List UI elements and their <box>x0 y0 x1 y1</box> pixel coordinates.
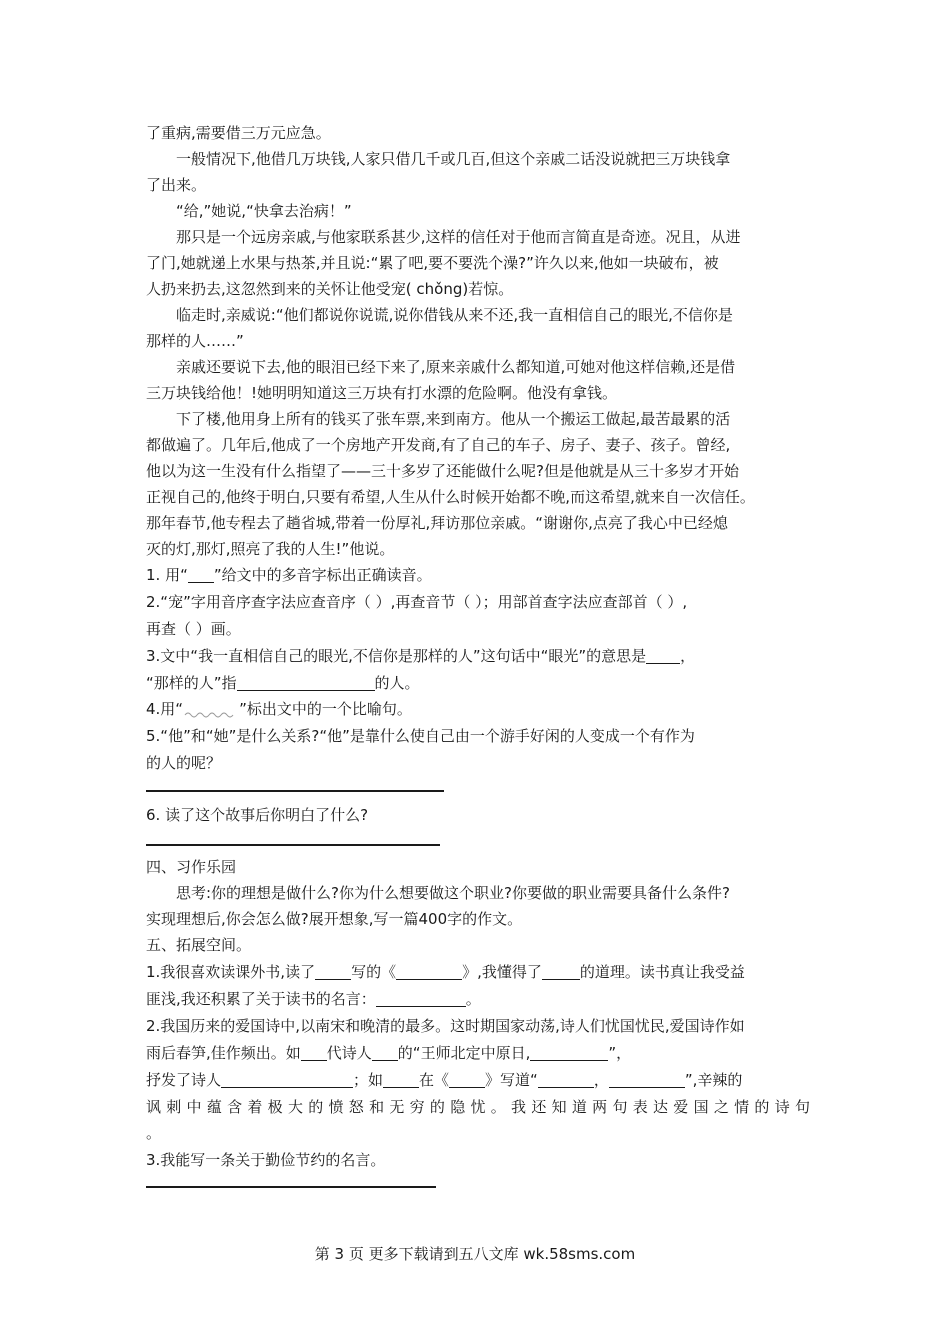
section-title: 五、拓展空间。 <box>146 936 252 954</box>
answer-blank[interactable] <box>538 1071 594 1088</box>
passage-line: 正视自己的,他终于明白,只要有希望,人生从什么时候开始都不晚,而这希望,就来自一次信任。 <box>146 488 755 506</box>
prompt-text: 实现理想后,你会怎么做?展开想象,写一篇400字的作文。 <box>146 910 523 928</box>
answer-blank[interactable] <box>609 1071 685 1088</box>
extension-item-2-continued: 讽刺中蕴含着极大的愤怒和无穷的隐忧。我还知道两句表达爱国之情的诗句 <box>146 1098 810 1116</box>
section-extension <box>146 932 810 1188</box>
reading-passage <box>146 120 810 562</box>
answer-blank[interactable] <box>396 963 462 980</box>
question-5: 5.“他”和“她”是什么关系?“他”是靠什么使自己由一个游手好闲的人变成一个有作为 <box>146 727 695 745</box>
answer-blank[interactable] <box>237 674 375 691</box>
passage-line: 三万块钱给他！!她明明知道这三万块有打水漂的危险啊。他没有拿钱。 <box>146 384 618 402</box>
section-composition <box>146 854 810 932</box>
answer-blank[interactable] <box>372 1044 398 1061</box>
answer-blank[interactable] <box>530 1044 608 1061</box>
passage-line: 一般情况下,他借几万块钱,人家只借几千或几百,但这个亲戚二话没说就把三万块钱拿 <box>176 150 731 168</box>
question-list <box>146 562 810 846</box>
section-title: 四、习作乐园 <box>146 858 237 876</box>
extension-item-2-continued: 雨后春笋,佳作频出。如 代诗人 的“王师北定中原日, ”， <box>146 1044 632 1062</box>
extension-item-2-continued: 。 <box>146 1124 162 1142</box>
answer-blank[interactable] <box>646 647 680 664</box>
extension-item-2: 2.我国历来的爱国诗中,以南宋和晚清的最多。这时期国家动荡,诗人们忧国忧民,爱国诗作如 <box>146 1017 745 1035</box>
passage-line: 下了楼,他用身上所有的钱买了张车票,来到南方。他从一个搬运工做起,最苦最累的活 <box>176 410 731 428</box>
question-1: 1. 用“ ”给文中的多音字标出正确读音。 <box>146 566 432 584</box>
answer-blank[interactable] <box>449 1071 485 1088</box>
passage-line: 了出来。 <box>146 176 207 194</box>
passage-line: 亲戚还要说下去,他的眼泪已经下来了,原来亲戚什么都知道,可她对他这样信赖,还是借 <box>176 358 736 376</box>
passage-line: 那只是一个远房亲戚,与他家联系甚少,这样的信任对于他而言简直是奇迹。况且，从进 <box>176 228 741 246</box>
question-2-continued: 再查（ ）画。 <box>146 620 241 638</box>
extension-item-1: 1.我很喜欢读课外书,读了 写的《 》,我懂得了 的道理。读书真让我受益 <box>146 963 745 981</box>
passage-line: 那年春节,他专程去了趟省城,带着一份厚礼,拜访那位亲戚。“谢谢你,点亮了我心中已经熄 <box>146 514 728 532</box>
answer-line[interactable] <box>146 790 444 792</box>
passage-line: “给,”她说,“快拿去治病！” <box>176 202 352 220</box>
wavy-underline-icon <box>183 702 239 718</box>
answer-blank[interactable] <box>542 963 580 980</box>
answer-blank[interactable] <box>301 1044 327 1061</box>
passage-line: 了门,她就递上水果与热茶,并且说:“累了吧,要不要洗个澡?”许久以来,他如一块破布，被 <box>146 254 719 272</box>
question-3: 3.文中“我一直相信自己的眼光,不信你是那样的人”这句话中“眼光”的意思是 ， <box>146 647 696 665</box>
answer-blank[interactable] <box>383 1071 419 1088</box>
answer-blank[interactable] <box>376 990 466 1007</box>
document-page <box>146 120 810 1198</box>
passage-line: 人扔来扔去,这忽然到来的关怀让他受宠( chǒng)若惊。 <box>146 280 514 298</box>
answer-blank[interactable] <box>221 1071 353 1088</box>
answer-blank[interactable] <box>188 566 214 583</box>
prompt-text: 思考:你的理想是做什么?你为什么想要做这个职业?你要做的职业需要具备什么条件? <box>176 884 730 902</box>
passage-line: 那样的人……” <box>146 332 244 350</box>
question-2: 2.“宠”字用音序查字法应查音序（ ）,再查音节（ ）；用部首查字法应查部首（ ）, <box>146 593 688 611</box>
answer-line[interactable] <box>146 1186 436 1188</box>
extension-item-3: 3.我能写一条关于勤俭节约的名言。 <box>146 1151 386 1169</box>
passage-line: 都做遍了。几年后,他成了一个房地产开发商,有了自己的车子、房子、妻子、孩子。曾经, <box>146 436 731 454</box>
question-4: 4.用“ ”标出文中的一个比喻句。 <box>146 700 412 718</box>
page-footer: 第 3 页 更多下载请到五八文库 wk.58sms.com <box>314 1245 636 1263</box>
extension-item-1-continued: 匪浅,我还积累了关于读书的名言： 。 <box>146 990 481 1008</box>
answer-blank[interactable] <box>315 963 351 980</box>
question-3-continued: “那样的人”指 的人。 <box>146 674 420 692</box>
passage-line: 临走时,亲威说:“他们都说你说谎,说你借钱从来不还,我一直相信自己的眼光,不信你是 <box>176 306 733 324</box>
extension-item-2-continued: 抒发了诗人 ；如 在《 》写道“ ， ”,辛辣的 <box>146 1071 743 1089</box>
passage-line: 他以为这一生没有什么指望了——三十多岁了还能做什么呢?但是他就是从三十多岁才开始 <box>146 462 739 480</box>
answer-line[interactable] <box>146 844 440 846</box>
question-5-continued: 的人的呢？ <box>146 754 222 772</box>
question-6: 6. 读了这个故事后你明白了什么? <box>146 806 369 824</box>
passage-line: 了重病,需要借三万元应急。 <box>146 124 331 142</box>
passage-line: 灭的灯,那灯,照亮了我的人生!”他说。 <box>146 540 395 558</box>
